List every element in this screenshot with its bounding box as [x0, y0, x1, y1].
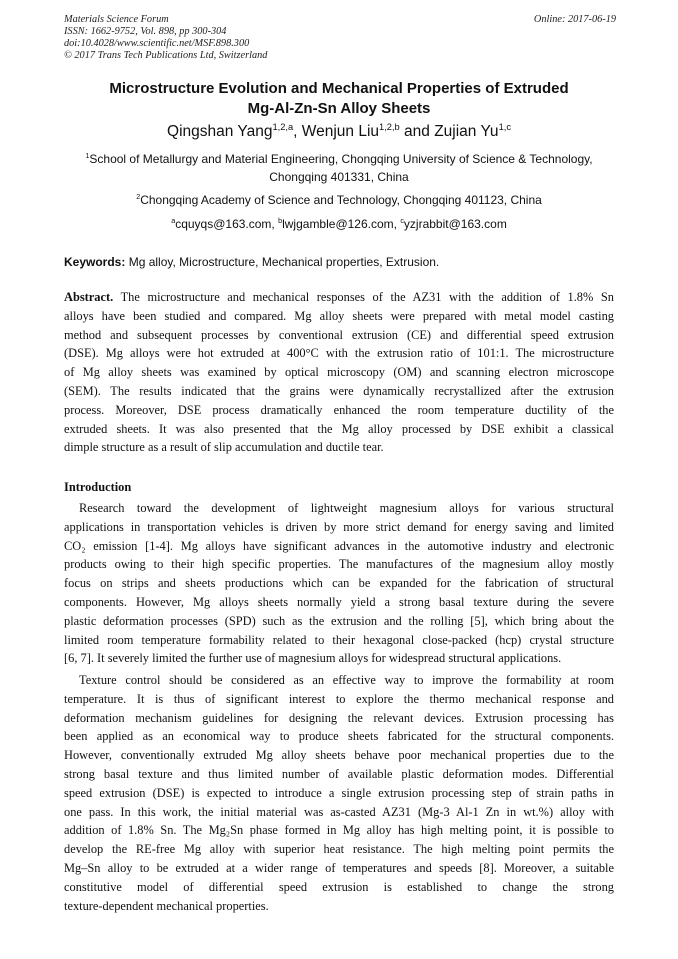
text-line: focus on strips and sheets productions which can be expanded for the fabrication of structural — [64, 576, 614, 591]
text-line: limited room temperature formability related to their hexagonal close-packed (hcp) crystal structure — [64, 632, 614, 647]
aff-text: School of Metallurgy and Material Engineering, Chongqing University of Science & Technology, — [89, 152, 593, 166]
text-line: dimple structure as a result of slip accumulation and ductile tear. — [64, 440, 384, 455]
abstract — [64, 288, 614, 457]
text-line: products owing to their high specific properties. The manufactures of the magnesium alloy mostly — [64, 557, 614, 572]
copyright: © 2017 Trans Tech Publications Ltd, Switzerland — [64, 50, 268, 61]
abstract-label: Abstract. — [64, 290, 114, 304]
intro-paragraph-1 — [64, 499, 614, 668]
email-sup: c — [400, 216, 404, 225]
sep: , — [293, 123, 302, 140]
journal-header — [64, 14, 267, 62]
email-sup: a — [171, 216, 176, 225]
text-line: been applied as an economical way to produce sheets fabricated for the structural components. — [64, 729, 614, 744]
text-line: CO₂ emission [1-4]. Mg alloys have significant advances in the automotive industry and electronic — [64, 538, 614, 553]
text-line: (SEM). The results indicated that the grains were dynamically recrystallized after the extrusion — [64, 383, 614, 398]
paper-title — [0, 79, 678, 119]
author: Wenjun Liu — [301, 123, 380, 140]
text-line: method and subsequent processes by conventional extrusion (CE) and differential speed extrusion — [64, 327, 614, 342]
email[interactable]: yzjrabbit@163.com — [403, 217, 507, 231]
text-line: texture-dependent mechanical properties. — [64, 898, 269, 913]
text-line: temperature. It is thus of significant interest to explore the thermo mechanical response and — [64, 691, 614, 706]
author: Zujian Yu — [434, 123, 499, 140]
text-line: of Mg alloy sheets was examined by optical microscopy (OM) and scanning electron microscope — [64, 365, 614, 380]
text-line: one pass. In this work, the initial material was as-casted AZ31 (Mg-3 Al-1 Zn in wt.%) alloy with — [64, 804, 614, 819]
aff-text: Chongqing 401331, China — [269, 170, 409, 184]
email[interactable]: cquyqs@163.com, — [175, 217, 279, 231]
text-line: (DSE). Mg alloys were hot extruded at 400°C with the extrusion ratio of 101:1. The microstructure — [64, 346, 614, 361]
text-line: applications in transportation vehicles is driven by more strict demand for energy saving and limited — [64, 519, 614, 534]
text-line: [6, 7]. It severely limited the further use of magnesium alloys for widespread structural applications. — [64, 651, 562, 666]
text-line: Mg–Sn alloy to be extruded at a wider range of temperatures and speeds [8]. Moreover, a suitable — [64, 860, 614, 875]
text-line: constitutive model of differential speed extrusion is established to change the strong — [64, 879, 614, 894]
sep: and — [399, 123, 435, 140]
issn: ISSN: 1662-9752, Vol. 898, pp 300-304 — [64, 26, 227, 37]
title-line: Mg-Al-Zn-Sn Alloy Sheets — [247, 100, 431, 117]
emails — [0, 215, 678, 233]
text-line: plastic deformation processes (SPD) such as the extrusion and the rolling [5], which bring about the — [64, 613, 614, 628]
text-line: speed extrusion (DSE) is expected to introduce a single extrusion processing step of strain paths in — [64, 785, 614, 800]
keywords-label: Keywords: — [64, 255, 126, 269]
aff-sup: 1 — [85, 151, 90, 160]
email[interactable]: lwjgamble@126.com, — [282, 217, 401, 231]
abstract-text: The microstructure and mechanical responses of the AZ31 with the addition of 1.8% Sn — [113, 290, 614, 304]
journal-name: Materials Science Forum — [64, 14, 169, 25]
keywords-text: Mg alloy, Microstructure, Mechanical properties, Extrusion. — [125, 255, 440, 269]
affiliation-1 — [0, 150, 678, 186]
text-line: extruded sheets. It was also presented that the Mg alloy processed by DSE exhibit a classical — [64, 421, 614, 436]
text-line: strong basal texture and thus limited number of available plastic deformation modes. Differential — [64, 766, 614, 781]
email-sup: b — [278, 216, 283, 225]
authors — [0, 123, 678, 141]
section-heading-introduction: Introduction — [64, 480, 132, 494]
doi: doi:10.4028/www.scientific.net/MSF.898.300 — [64, 38, 250, 49]
online-date: Online: 2017-06-19 — [533, 14, 616, 25]
text-line: deformation mechanism guidelines for designing the relevant devices. Extrusion processing has — [64, 710, 614, 725]
text-line: Texture control should be considered as an effective way to improve the formability at room — [79, 673, 614, 687]
text-line: addition of 1.8% Sn. The Mg₂Sn phase formed in Mg alloy has high melting point, it is possible to — [64, 823, 614, 838]
title-line: Microstructure Evolution and Mechanical Properties of Extruded — [109, 80, 569, 97]
text-line: However, conventionally extruded Mg alloy sheets behave poor mechanical properties due to the — [64, 748, 614, 763]
author-sup: 1,c — [498, 121, 511, 132]
text-line: alloys have been studied and compared. Mg alloy sheets were prepared with metal model casting — [64, 308, 614, 323]
author-sup: 1,2,a — [272, 121, 294, 132]
text-line: process. Moreover, DSE process dramatically enhanced the room temperature ductility of the — [64, 402, 614, 417]
keywords — [64, 255, 439, 269]
abstract-line — [64, 288, 614, 307]
text-line: develop the RE-free Mg alloy with superior heat resistance. The high melting point permits the — [64, 842, 614, 857]
aff-text: Chongqing Academy of Science and Technology, Chongqing 401123, China — [140, 193, 542, 207]
text-line: Research toward the development of lightweight magnesium alloys for various structural — [79, 501, 614, 515]
intro-paragraph-2 — [64, 671, 614, 915]
author: Qingshan Yang — [167, 123, 273, 140]
affiliation-2 — [0, 191, 678, 209]
text-line: components. However, Mg alloys sheets normally yield a strong basal texture during the severe — [64, 594, 614, 609]
aff-sup: 2 — [136, 192, 141, 201]
author-sup: 1,2,b — [379, 121, 400, 132]
